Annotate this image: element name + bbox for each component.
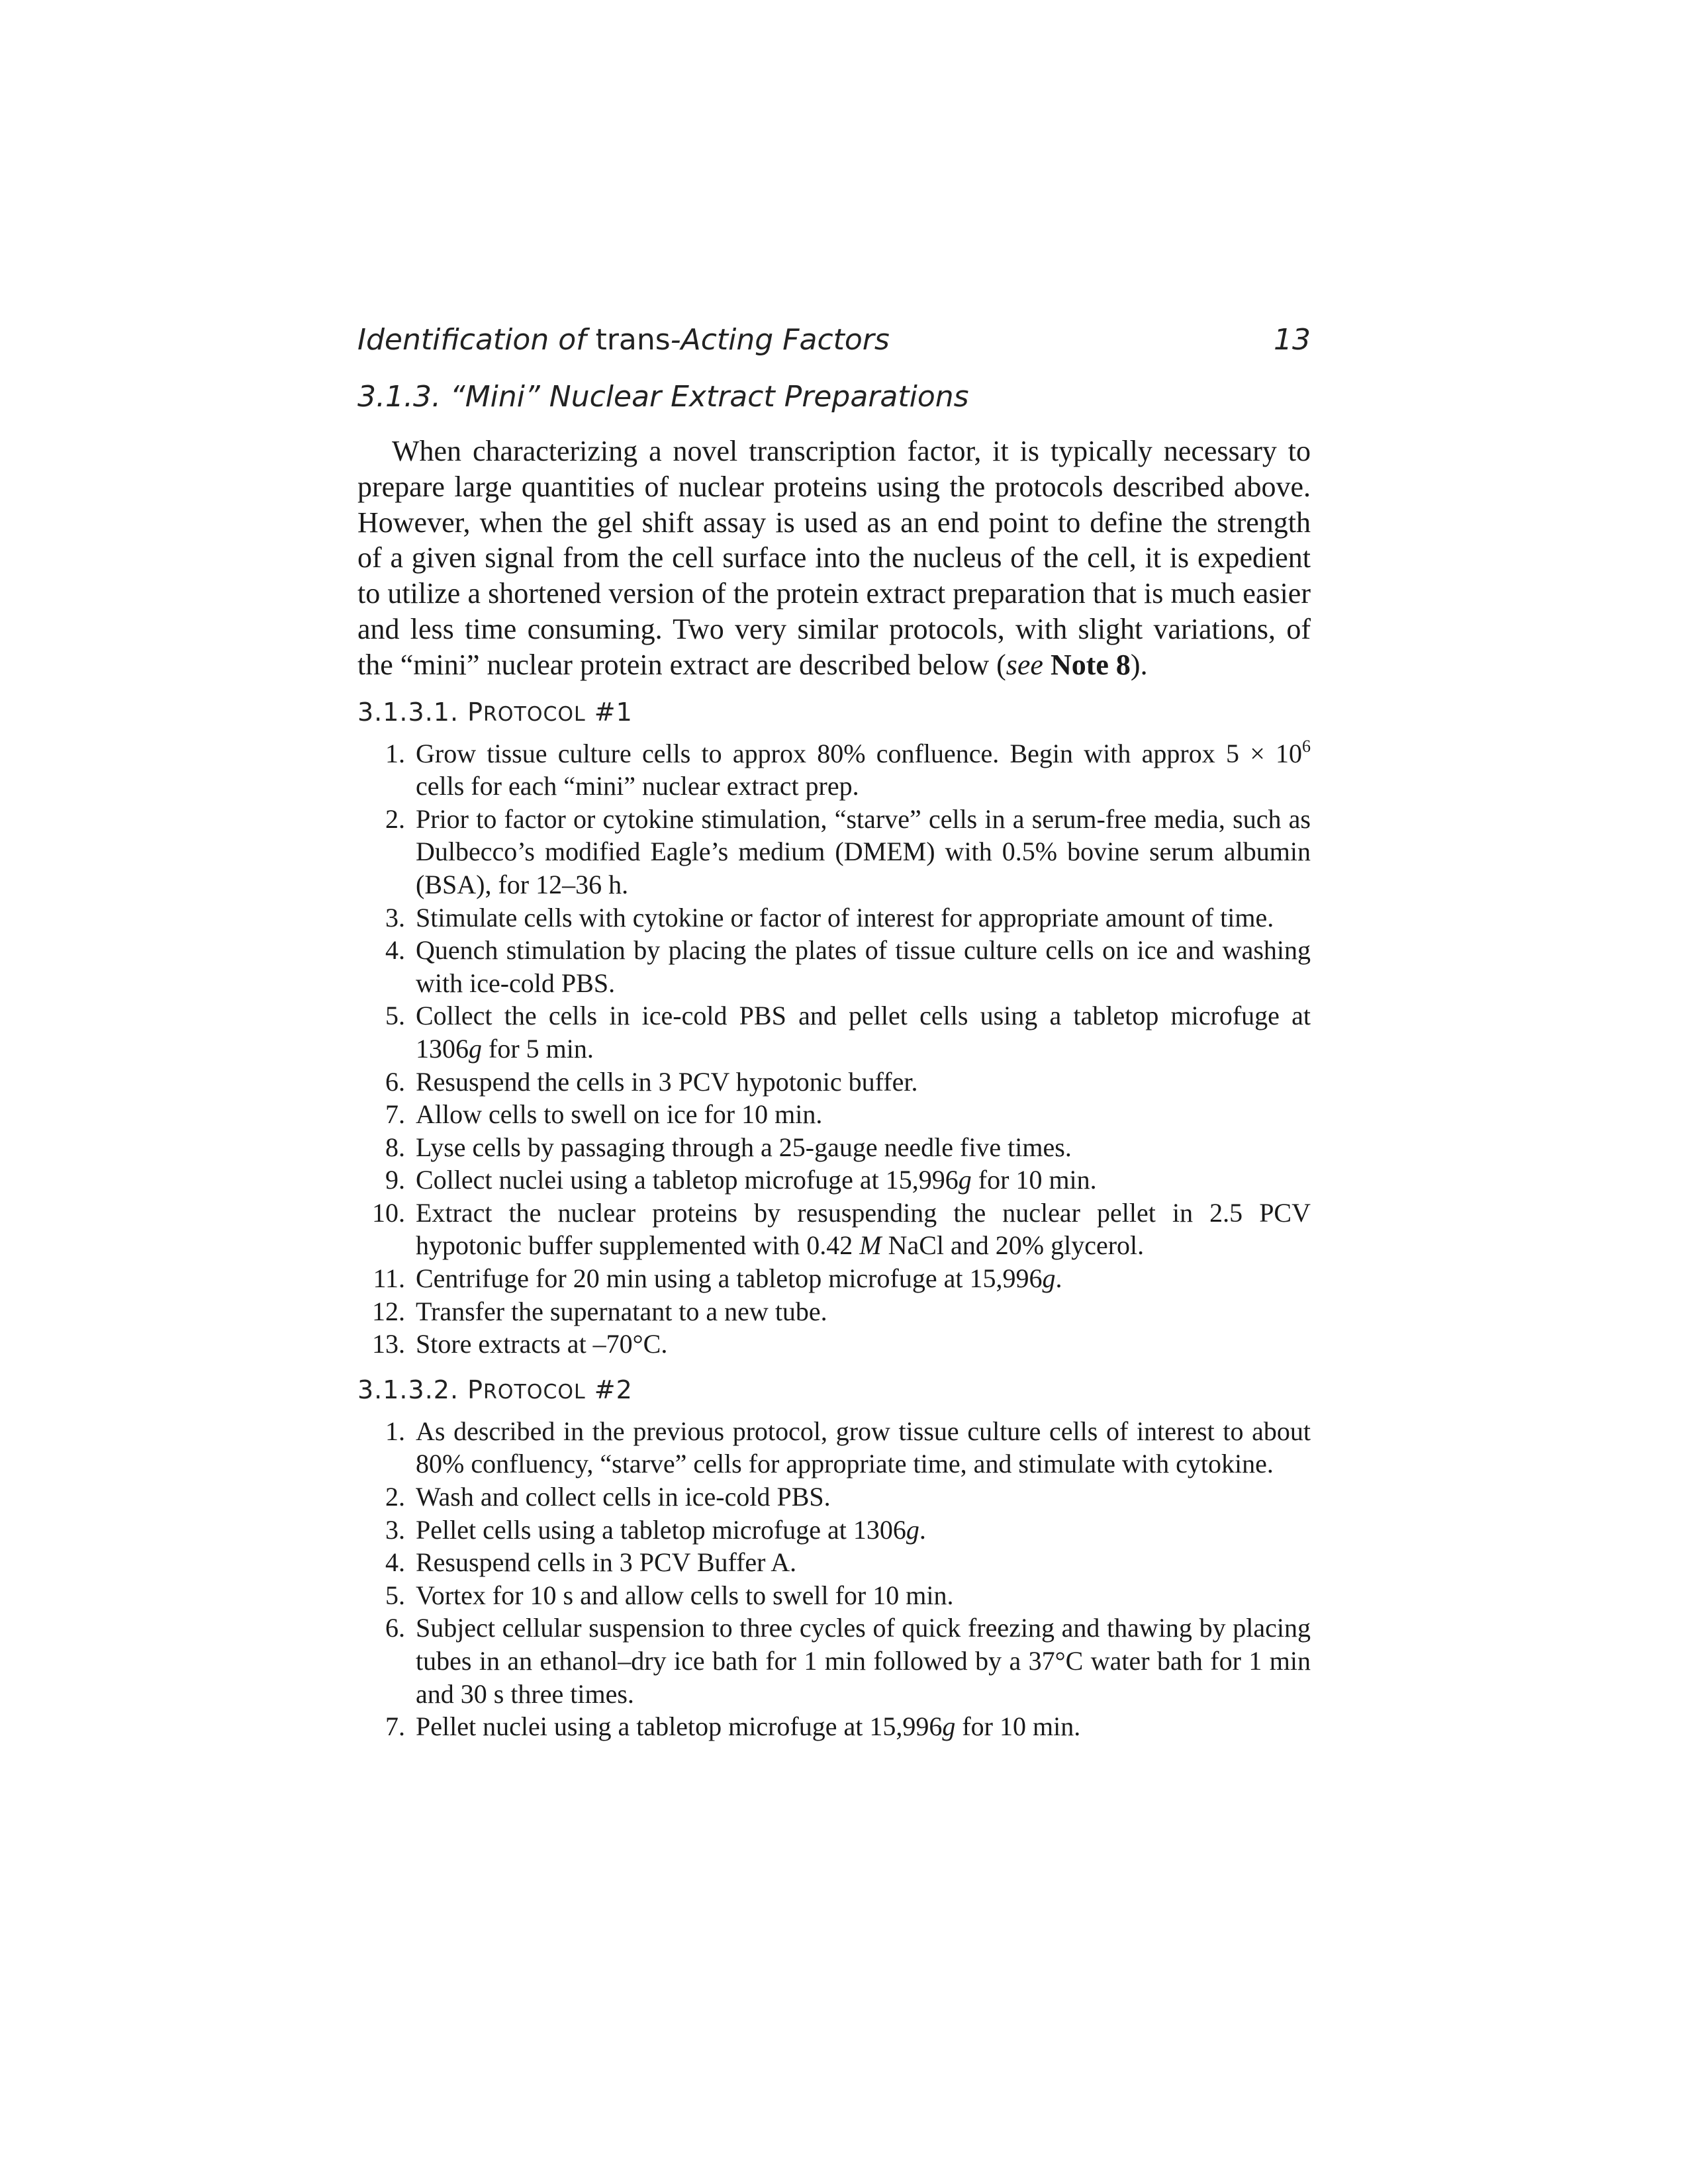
step-text: As described in the previous protocol, grow tissue culture cells of interest to about 80% confluency, “starve” cells for appropriate time, and stimulate with cytokine. — [416, 1416, 1311, 1479]
step-number: 10. — [372, 1197, 405, 1228]
protocol-1-name: PROTOCOL #1 — [467, 697, 633, 727]
step-number: 2. — [385, 1482, 405, 1512]
step-number: 1. — [385, 1416, 405, 1446]
step-text-end: . — [1055, 1263, 1062, 1294]
intro-end: ). — [1130, 648, 1148, 681]
step-number: 2. — [385, 803, 405, 834]
step-text-end: for 10 min. — [955, 1711, 1081, 1742]
list-item — [357, 999, 1311, 1065]
step-superscript: 6 — [1302, 736, 1311, 756]
list-item — [357, 803, 1311, 901]
intro-see: see — [1006, 648, 1043, 681]
list-item — [357, 1415, 1311, 1480]
step-number: 3. — [385, 1514, 405, 1545]
protocol-2-steps — [357, 1415, 1311, 1743]
list-item — [357, 1546, 1311, 1579]
step-text: Collect nuclei using a tabletop microfuge at 15,996 — [416, 1165, 959, 1195]
list-item — [357, 901, 1311, 934]
step-text: Transfer the supernatant to a new tube. — [416, 1296, 827, 1326]
step-number: 5. — [385, 1001, 405, 1031]
list-item — [357, 737, 1311, 803]
list-item — [357, 1066, 1311, 1099]
step-text: Collect the cells in ice-cold PBS and pellet cells using a tabletop microfuge at 1306 — [416, 1001, 1311, 1064]
protocol-2-number: 3.1.3.2. — [357, 1375, 459, 1404]
step-number: 7. — [385, 1711, 405, 1742]
step-text: Stimulate cells with cytokine or factor of interest for appropriate amount of time. — [416, 902, 1274, 933]
step-text-end: cells for each “mini” nuclear extract prep. — [416, 771, 859, 801]
step-unit: M — [859, 1230, 882, 1261]
step-number: 8. — [385, 1132, 405, 1162]
step-text: Prior to factor or cytokine stimulation, “starve” cells in a serum-free media, such as Dulbecco’s modified Eagle’s medium (DMEM) with 0.5% bovine serum albumin (BSA), for 12–36 h. — [416, 803, 1311, 899]
step-text: Wash and collect cells in ice-cold PBS. — [416, 1482, 831, 1512]
protocol-2-name: PROTOCOL #2 — [467, 1375, 633, 1404]
step-text: Pellet cells using a tabletop microfuge at 1306 — [416, 1514, 906, 1545]
step-text: Resuspend cells in 3 PCV Buffer A. — [416, 1547, 797, 1578]
list-item — [357, 1262, 1311, 1295]
step-number: 5. — [385, 1580, 405, 1610]
list-item — [357, 1328, 1311, 1361]
running-title-pre: Identification of — [357, 323, 596, 357]
page-number: 13 — [1274, 323, 1311, 357]
step-text: Vortex for 10 s and allow cells to swell for 10 min. — [416, 1580, 954, 1610]
step-text: Centrifuge for 20 min using a tabletop microfuge at 15,996 — [416, 1263, 1043, 1294]
step-text: Grow tissue culture cells to approx 80% confluence. Begin with approx 5 × 10 — [416, 738, 1302, 768]
protocol-1-steps — [357, 737, 1311, 1361]
step-text: Quench stimulation by placing the plates of tissue culture cells on ice and washing with ice-cold PBS. — [416, 935, 1311, 998]
protocol-1-number: 3.1.3.1. — [357, 697, 459, 727]
step-unit: g — [942, 1711, 956, 1742]
list-item — [357, 1710, 1311, 1743]
step-text: Store extracts at –70°C. — [416, 1329, 668, 1359]
list-item — [357, 1163, 1311, 1197]
document-page — [357, 318, 1311, 1743]
step-text-end: . — [919, 1514, 926, 1545]
step-number: 4. — [385, 1547, 405, 1578]
step-text: Pellet nuclei using a tabletop microfuge at 15,996 — [416, 1711, 943, 1742]
step-unit: g — [1042, 1263, 1056, 1294]
step-number: 4. — [385, 935, 405, 966]
protocol-1-heading — [357, 698, 1311, 727]
step-text: Lyse cells by passaging through a 25-gauge needle five times. — [416, 1132, 1072, 1162]
section-title: 3.1.3. “Mini” Nuclear Extract Preparations — [357, 380, 969, 414]
step-number: 11. — [373, 1263, 405, 1294]
step-number: 12. — [372, 1296, 405, 1326]
step-number: 1. — [385, 738, 405, 768]
intro-note-ref: Note 8 — [1050, 648, 1131, 681]
step-text-end: for 5 min. — [482, 1033, 594, 1064]
running-title — [357, 323, 890, 357]
step-text: Subject cellular suspension to three cycles of quick freezing and thawing by placing tubes in an ethanol–dry ice bath for 1 min followed by a 37°C water bath for 1 min and 30 s three times. — [416, 1613, 1311, 1709]
step-number: 7. — [385, 1099, 405, 1130]
step-number: 3. — [385, 902, 405, 933]
step-text: Resuspend the cells in 3 PCV hypotonic buffer. — [416, 1066, 918, 1097]
running-title-roman: trans — [595, 323, 671, 357]
protocol-2-heading — [357, 1375, 1311, 1404]
step-number: 6. — [385, 1066, 405, 1097]
list-item — [357, 1514, 1311, 1547]
step-unit: g — [958, 1165, 972, 1195]
step-number: 6. — [385, 1613, 405, 1643]
running-title-post: -Acting Factors — [670, 323, 890, 357]
list-item — [357, 1098, 1311, 1131]
list-item — [357, 1480, 1311, 1514]
running-header — [357, 318, 1311, 364]
step-text: Allow cells to swell on ice for 10 min. — [416, 1099, 823, 1130]
list-item — [357, 1612, 1311, 1710]
step-unit: g — [469, 1033, 482, 1064]
list-item — [357, 934, 1311, 999]
list-item — [357, 1197, 1311, 1262]
list-item — [357, 1579, 1311, 1612]
step-unit: g — [906, 1514, 919, 1545]
step-number: 13. — [372, 1329, 405, 1359]
step-text-end: for 10 min. — [971, 1165, 1097, 1195]
intro-paragraph — [357, 433, 1311, 683]
step-number: 9. — [385, 1165, 405, 1195]
list-item — [357, 1295, 1311, 1328]
list-item — [357, 1131, 1311, 1164]
intro-text: When characterizing a novel transcription factor, it is typically necessary to prepare large quantities of nuclear proteins using the protocols described above. However, when the gel shift assay is used as an end point to define the strength of a given signal from the cell surface into the nucleus of the cell, it is expedient to utilize a shortened version of the protein extract preparation that is much easier and less time consuming. Two very similar protocols, with slight variations, of the “mini” nuclear protein extract are described below ( — [357, 435, 1311, 681]
step-text: Extract the nuclear proteins by resuspending the nuclear pellet in 2.5 PCV hypotonic buffer supplemented with 0.42 — [416, 1197, 1311, 1261]
step-text-end: NaCl and 20% glycerol. — [881, 1230, 1145, 1261]
